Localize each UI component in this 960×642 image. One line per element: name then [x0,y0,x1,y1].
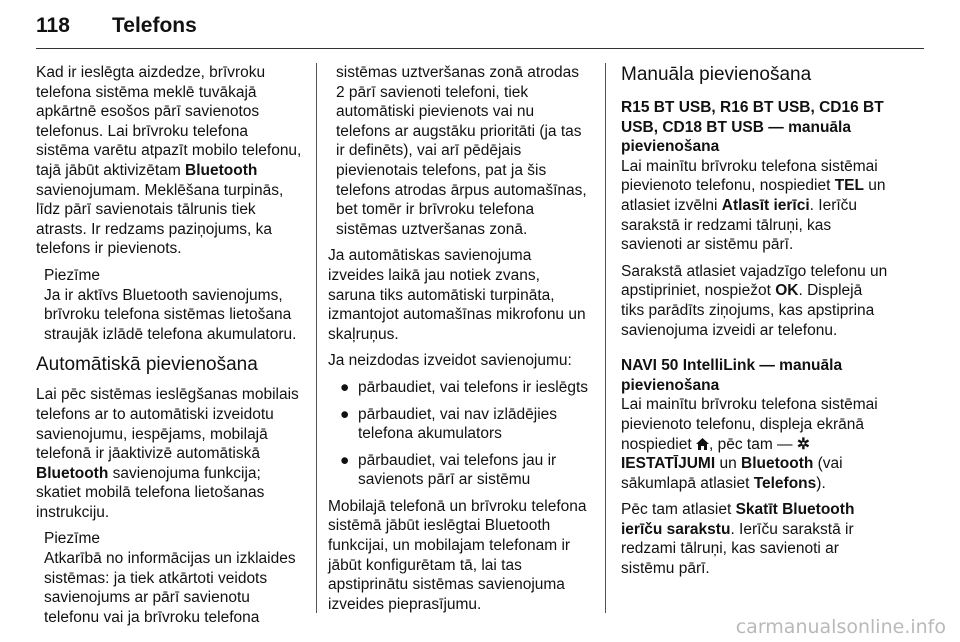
list-item: ● pārbaudiet, vai telefons ir ieslēgts [340,378,589,396]
page-title: Telefons [112,14,197,37]
note-title: Piezīme [44,266,100,284]
header-divider [36,48,924,49]
list-item: ● pārbaudiet, vai telefons jau ir savienots pārī ar sistēmu [340,451,557,489]
column-3 [621,63,889,586]
heading-manual-connection: Manuāla pievienošana [621,64,812,85]
column-1 [36,63,304,634]
note-priority [44,529,304,627]
bullet-icon: ● [340,451,350,469]
auto-paragraph: Lai pēc sistēmas ieslēgšanas mobilais telefons ar to automātiski izveidotu savienojumu, iespējams, mobilajā telefonā ir jāaktivizē automātiskā Bluetooth savienojuma funkcija; skatiet mobilā telefona lietošanas instrukciju. [36,386,299,521]
column-divider-2 [605,63,606,613]
navi-paragraph-2: Pēc tam atlasiet Skatīt Bluetooth ierīču sarakstu. Ierīču sarakstā ir redzami tālruņi, kas savienoti ar sistēmu pārī. [621,501,855,578]
bullet-icon: ● [340,405,350,423]
call-in-progress-paragraph: Ja automātiskas savienojuma izveides laikā jau notiek zvans, saruna tiks automātiski turpināta, izmantojot automašīnas mikrofonu un skaļruņus. [328,247,586,343]
note-continuation: sistēmas uztveršanas zonā atrodas 2 pārī savienoti telefoni, tiek automātiski pievienots vai nu telefons ar augstāku prioritāti (ja tas ir definēts), vai arī pēdējais pievienotais telefons, pat ja šis telefons atrodas ārpus automašīnas, bet tomēr ir brīvroku telefona sistēmas uztveršanas zonā. [336,64,587,238]
list-item: ● pārbaudiet, vai nav izlādējies telefona akumulators [340,405,558,443]
home-icon [696,438,709,450]
heading-r15-models: R15 BT USB, R16 BT USB, CD16 BT USB, CD18 BT USB — manuāla pievienošana [621,99,884,156]
bullet-icon: ● [340,378,350,396]
note-text: Ja ir aktīvs Bluetooth savienojums, brīvroku telefona sistēmas lietošana straujāk izlādē telefona akumulatoru. [44,286,297,343]
page-header [36,6,924,50]
note-title: Piezīme [44,530,100,548]
heading-automatic-connection: Automātiskā pievienošana [36,354,258,376]
connection-fails-paragraph: Ja neizdodas izveidot savienojumu: [328,352,572,370]
note-text: Atkarībā no informācijas un izklaides sistēmas: ja tiek atkārtoti veidots savienojums ar pārī savienotu telefonu vai ja brīvroku telefona [44,550,296,626]
troubleshoot-list [328,378,590,490]
page-number: 118 [36,14,70,37]
intro-paragraph: Kad ir ieslēgta aizdedze, brīvroku telefona sistēma meklē tuvākajā apkārtnē esošos pārī savienotos telefonus. Lai brīvroku telefona sistēma varētu atpazīt mobilo telefonu, tajā jābūt aktivizētam Bluetooth savienojumam. Meklēšana turpinās, līdz pārī savienotais tālrunis tiek atrasts. Ir redzams paziņojums, ka telefons ir pievienots. [36,64,302,258]
bluetooth-requirement-paragraph: Mobilajā telefonā un brīvroku telefona sistēmā jābūt ieslēgtai Bluetooth funkcijai, un mobilajam telefonam ir jābūt konfigurētam tā, lai tas apstiprinātu sistēmas savienojuma izveides pieprasījumu. [328,497,587,613]
column-divider-1 [316,63,317,613]
gear-icon: ✲ [796,435,810,453]
r15-paragraph-1: Lai mainītu brīvroku telefona sistēmai pievienoto telefonu, nospiediet TEL un atlasiet izvēlni Atlasīt ierīci. Ierīču sarakstā ir redzami tālruņi, kas savienoti ar sistēmu pārī. [621,157,886,254]
note-battery [44,266,304,344]
column-2 [328,63,590,621]
watermark: carmanualsonline.info [735,616,946,638]
navi-paragraph-1: Lai mainītu brīvroku telefona sistēmai pievienoto telefonu, displeja ekrānā nospiediet , pēc tam — ✲IESTATĪJUMI un Bluetooth (vai sākumlapā atlasiet Telefons). [621,396,878,492]
r15-paragraph-2: Sarakstā atlasiet vajadzīgo telefonu un apstipriniet, nospiežot OK. Displejā tiks parādīts ziņojums, kas apstiprina savienojuma izveidi ar telefonu. [621,262,888,339]
heading-navi50: NAVI 50 IntelliLink — manuāla pievienošana [621,357,843,394]
